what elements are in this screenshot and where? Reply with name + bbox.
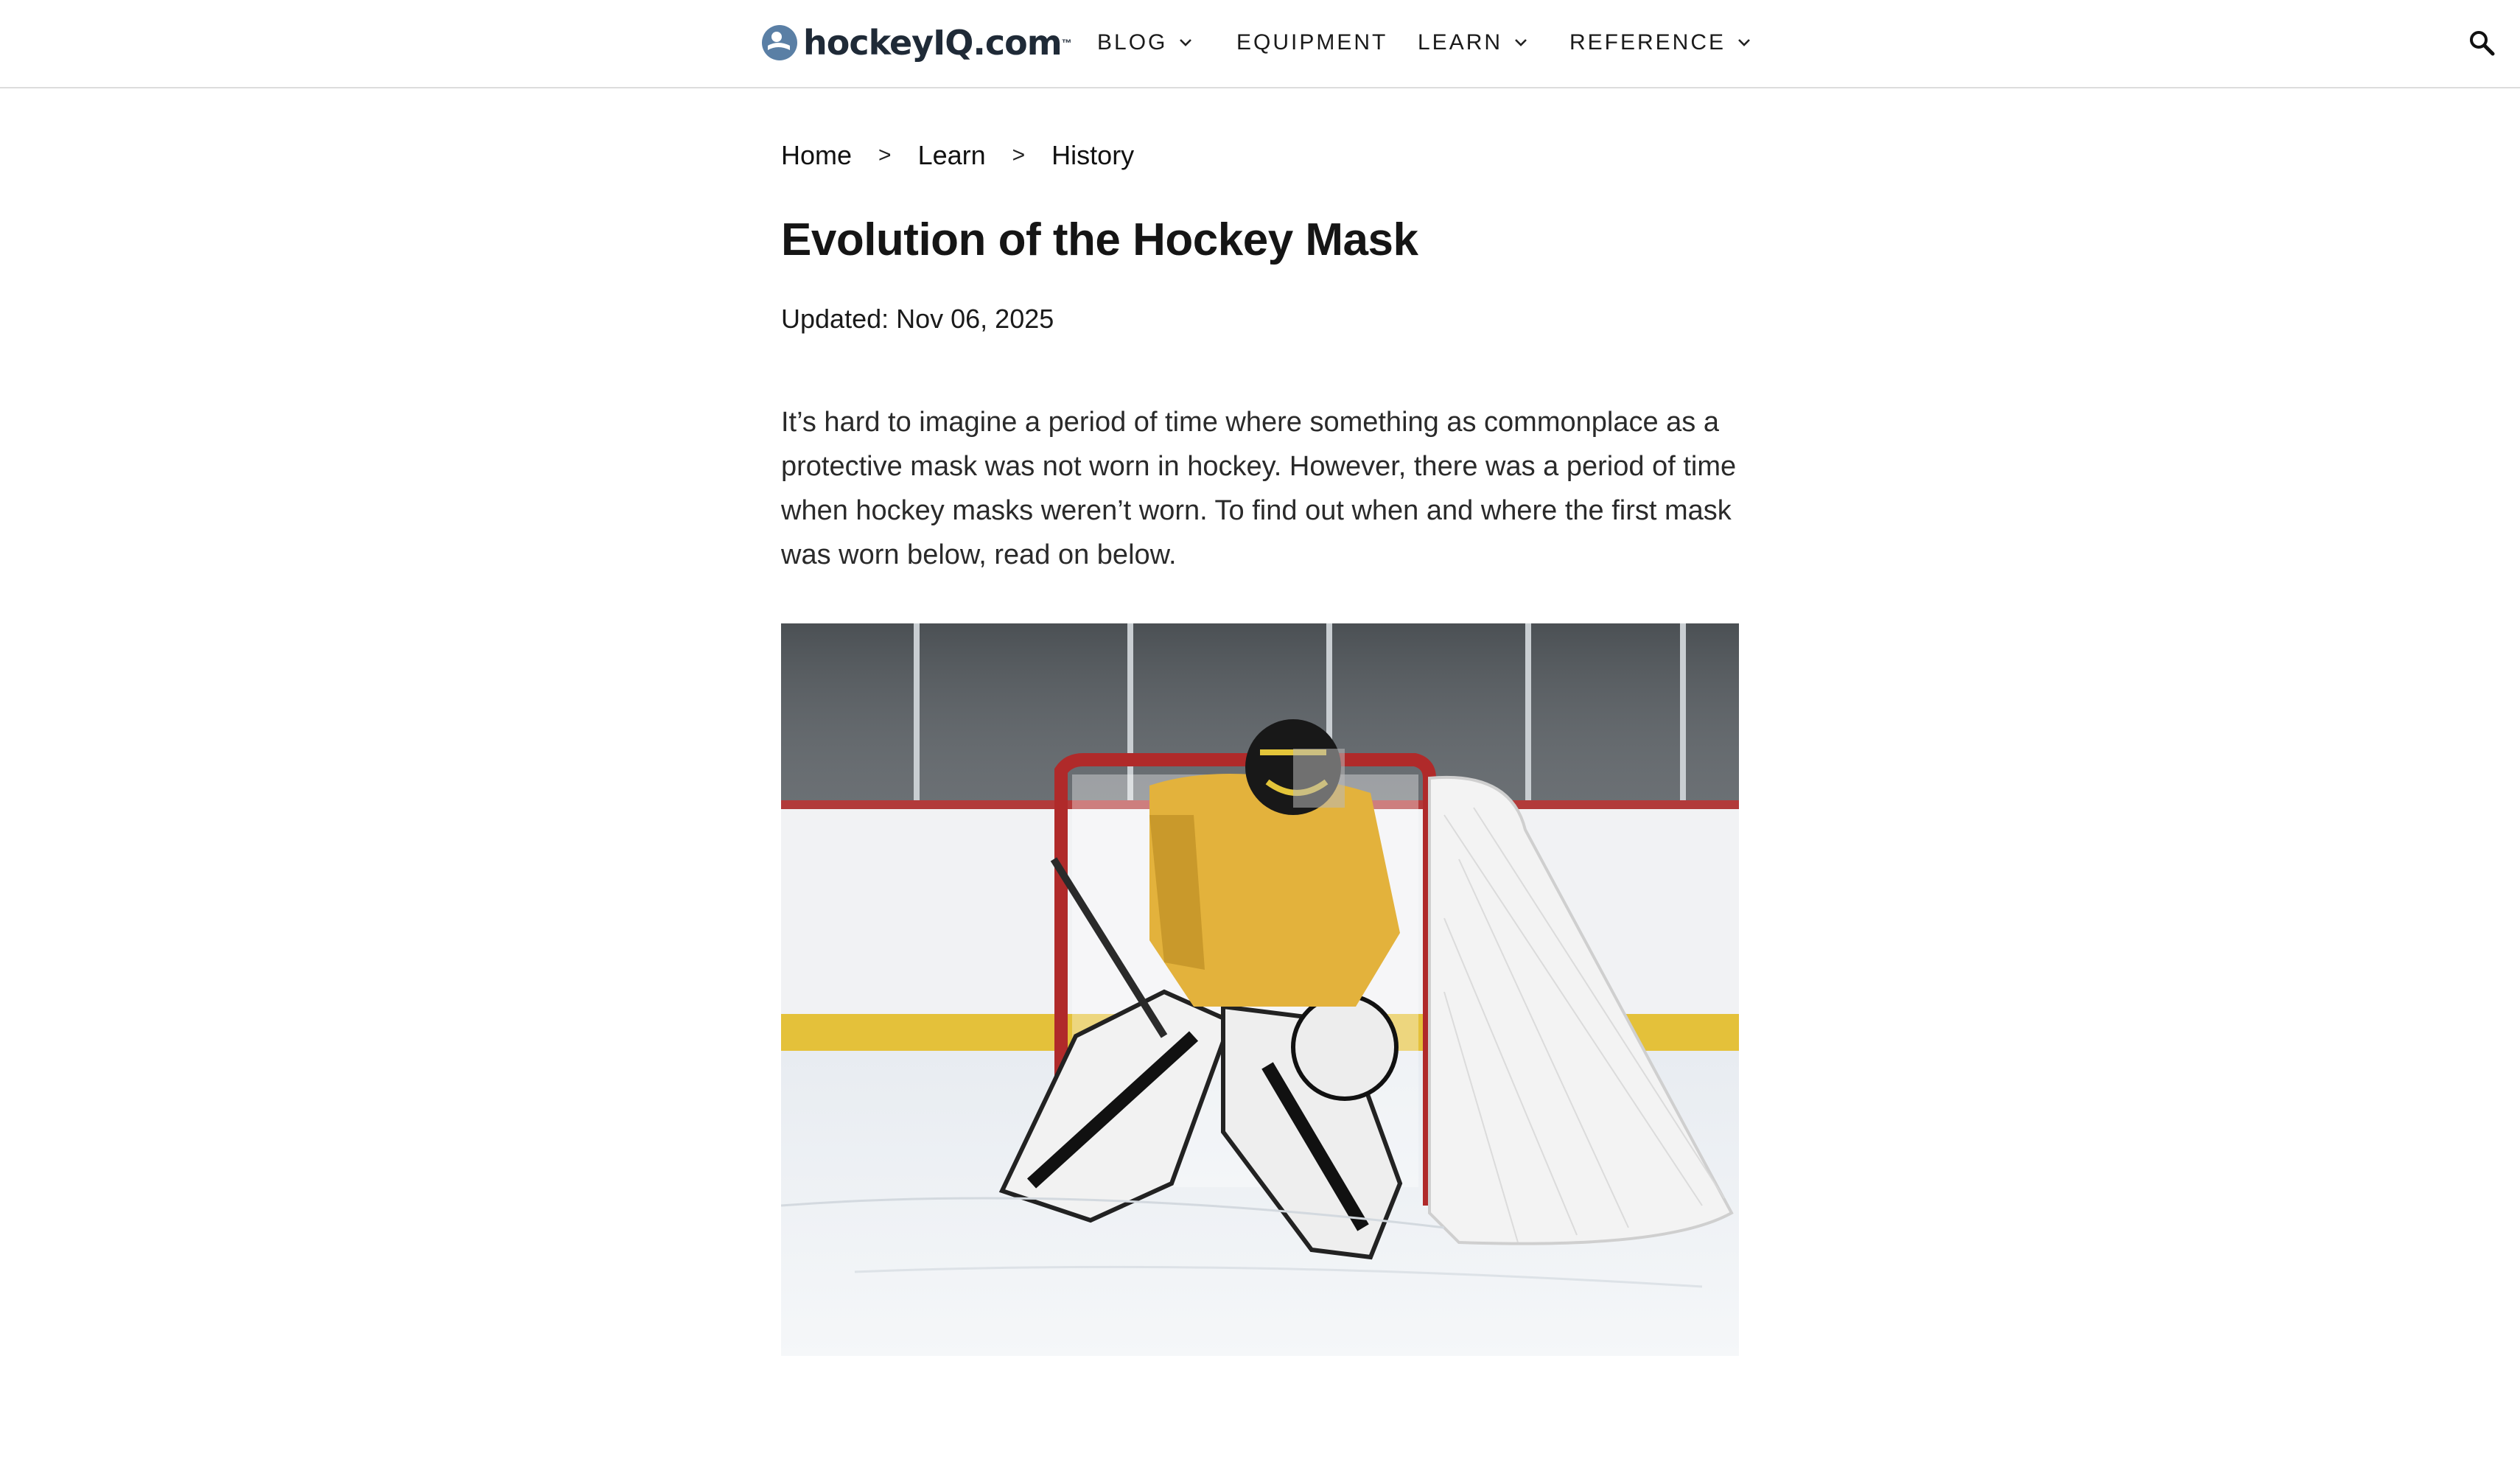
article-intro: It’s hard to imagine a period of time where something as commonplace as a protective mask was not worn in hockey. However, there was a period of time when hockey masks weren’t worn. To find out when and where the first mask was worn below, read on below. bbox=[781, 407, 1737, 570]
logo-trademark: ™ bbox=[1061, 37, 1072, 49]
nav-equipment-link[interactable] bbox=[1236, 30, 1387, 55]
goalie-in-net-photo bbox=[781, 623, 1739, 1356]
nav-reference-label: REFERENCE bbox=[1569, 30, 1726, 55]
chevron-down-icon bbox=[1177, 35, 1194, 51]
breadcrumb-history[interactable]: History bbox=[1051, 140, 1135, 170]
site-logo[interactable] bbox=[760, 19, 1072, 66]
nav-blog-label: BLOG bbox=[1097, 30, 1168, 55]
nav-item-equipment[interactable] bbox=[1236, 19, 1387, 66]
breadcrumb-separator: > bbox=[1012, 143, 1026, 167]
nav-learn-link[interactable] bbox=[1418, 30, 1529, 55]
search-icon[interactable] bbox=[2467, 28, 2496, 57]
breadcrumb-learn[interactable]: Learn bbox=[917, 140, 986, 170]
updated-date: Updated: Nov 06, 2025 bbox=[781, 304, 1054, 334]
hero-image bbox=[781, 623, 1739, 1356]
site-header bbox=[0, 0, 2520, 88]
nav-item-blog[interactable] bbox=[1097, 19, 1194, 66]
puck-logo-icon bbox=[760, 24, 799, 62]
logo-text: hockeyIQ.com bbox=[803, 23, 1062, 63]
chevron-down-icon bbox=[1736, 35, 1752, 51]
nav-reference-link[interactable] bbox=[1569, 30, 1752, 55]
chevron-down-icon bbox=[1513, 35, 1529, 51]
nav-blog-link[interactable] bbox=[1097, 30, 1194, 55]
page-title: Evolution of the Hockey Mask bbox=[781, 214, 1418, 265]
nav-learn-label: LEARN bbox=[1418, 30, 1503, 55]
breadcrumb-home[interactable]: Home bbox=[781, 140, 853, 170]
nav-item-learn[interactable] bbox=[1418, 19, 1529, 66]
nav-item-reference[interactable] bbox=[1569, 19, 1752, 66]
breadcrumb bbox=[781, 140, 1134, 171]
breadcrumb-separator: > bbox=[878, 143, 892, 167]
nav-equipment-label: EQUIPMENT bbox=[1236, 30, 1388, 55]
